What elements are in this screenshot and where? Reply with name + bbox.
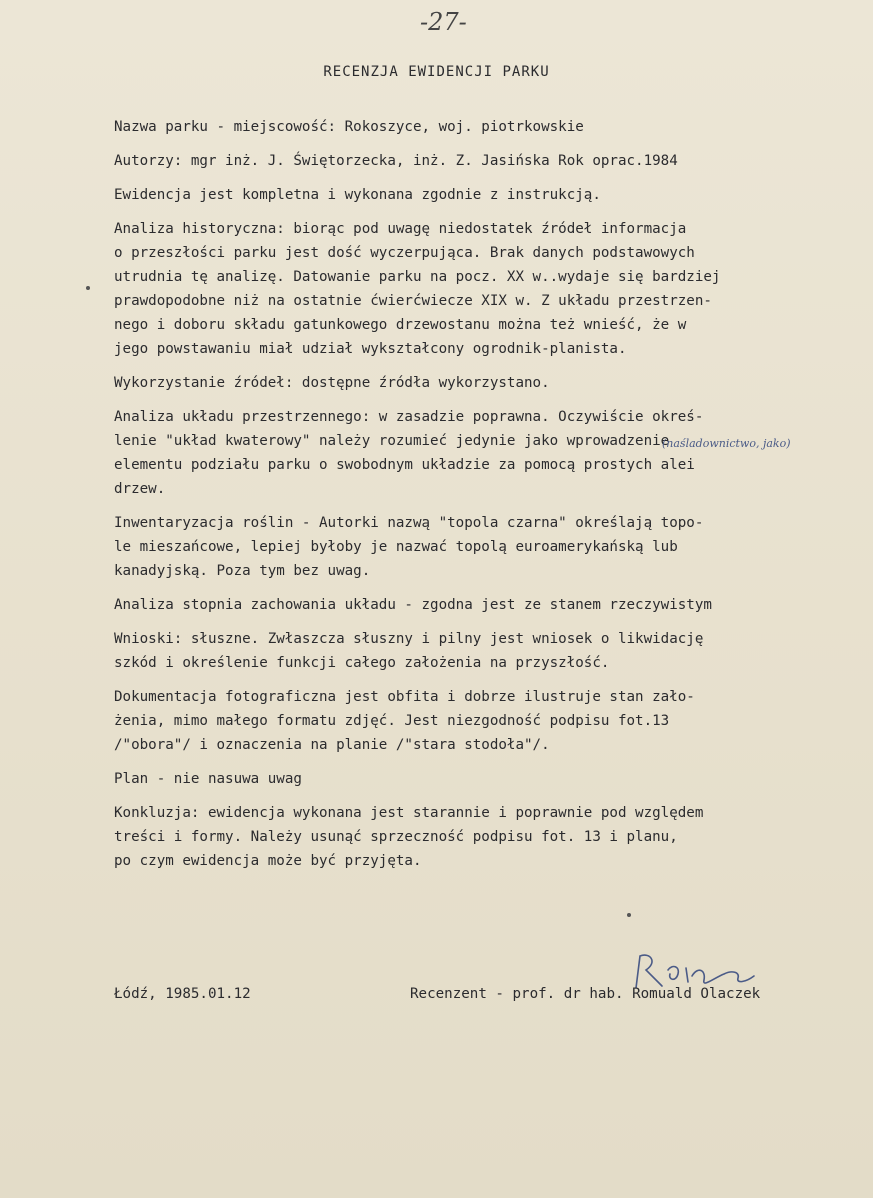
text-line: szkód i określenie funkcji całego założenia na przyszłość. [114,655,610,671]
text-line: le mieszańcowe, lepiej byłoby je nazwać topolą euroamerykańską lub [114,539,678,555]
paragraph [114,149,873,173]
paragraph [114,767,873,791]
text-line: jego powstawaniu miał udział wykształcony ogrodnik-planista. [114,341,627,357]
paragraph [114,183,873,207]
text-line: treści i formy. Należy usunąć sprzeczność podpisu fot. 13 i planu, [114,829,678,845]
text-line: prawdopodobne niż na ostatnie ćwierćwiecze XIX w. Z układu przestrzen- [114,293,712,309]
handwritten-insert: (naśladownictwo, jako) [662,437,791,450]
text-line: drzew. [114,481,166,497]
document-title: RECENZJA EWIDENCJI PARKU [323,64,550,80]
paragraph [114,685,873,757]
paragraph [114,801,873,873]
text-line: lenie "układ kwaterowy" należy rozumieć jedynie jako wprowadzenie [114,433,670,449]
paragraph [114,217,873,361]
text-line: Analiza stopnia zachowania układu - zgodna jest ze stanem rzeczywistym [114,597,712,613]
text-line: /"obora"/ i oznaczenia na planie /"stara stodoła"/. [114,737,550,753]
paragraph [114,593,873,617]
text-line: Wykorzystanie źródeł: dostępne źródła wykorzystano. [114,375,550,391]
paragraph [114,371,873,395]
paragraph [114,627,873,675]
paragraph [114,115,873,139]
document-body [114,115,873,883]
text-line: utrudnia tę analizę. Datowanie parku na pocz. XX w..wydaje się bardziej [114,269,721,285]
text-line: Nazwa parku - miejscowość: Rokoszyce, woj. piotrkowskie [114,119,584,135]
text-line: po czym ewidencja może być przyjęta. [114,853,422,869]
text-line: elementu podziału parku o swobodnym układzie za pomocą prostych alei [114,457,695,473]
margin-dot [86,286,90,290]
paragraph [114,511,873,583]
text-line: Analiza historyczna: biorąc pod uwagę niedostatek źródeł informacja [114,221,687,237]
text-line: Plan - nie nasuwa uwag [114,771,302,787]
text-line: o przeszłości parku jest dość wyczerpująca. Brak danych podstawowych [114,245,695,261]
text-line: Ewidencja jest kompletna i wykonana zgodnie z instrukcją. [114,187,601,203]
text-line: Autorzy: mgr inż. J. Świętorzecka, inż. Z. Jasińska Rok oprac.1984 [114,153,678,169]
text-line: Konkluzja: ewidencja wykonana jest starannie i poprawnie pod względem [114,805,704,821]
margin-dot [627,913,631,917]
text-line: Analiza układu przestrzennego: w zasadzie poprawna. Oczywiście okreś- [114,409,704,425]
date-line: Łódź, 1985.01.12 [114,986,251,1002]
text-line: Wnioski: słuszne. Zwłaszcza słuszny i pilny jest wniosek o likwidację [114,631,704,647]
text-line: Inwentaryzacja roślin - Autorki nazwą "topola czarna" określają topo- [114,515,704,531]
text-line: Dokumentacja fotograficzna jest obfita i dobrze ilustruje stan zało- [114,689,695,705]
text-line: żenia, mimo małego formatu zdjęć. Jest niezgodność podpisu fot.13 [114,713,670,729]
paragraph [114,405,873,501]
text-line: kanadyjską. Poza tym bez uwag. [114,563,371,579]
reviewer-line: Recenzent - prof. dr hab. Romuald Olaczek [410,986,761,1002]
text-line: nego i doboru składu gatunkowego drzewostanu można też wnieść, że w [114,317,687,333]
page-number: -27- [420,8,467,36]
